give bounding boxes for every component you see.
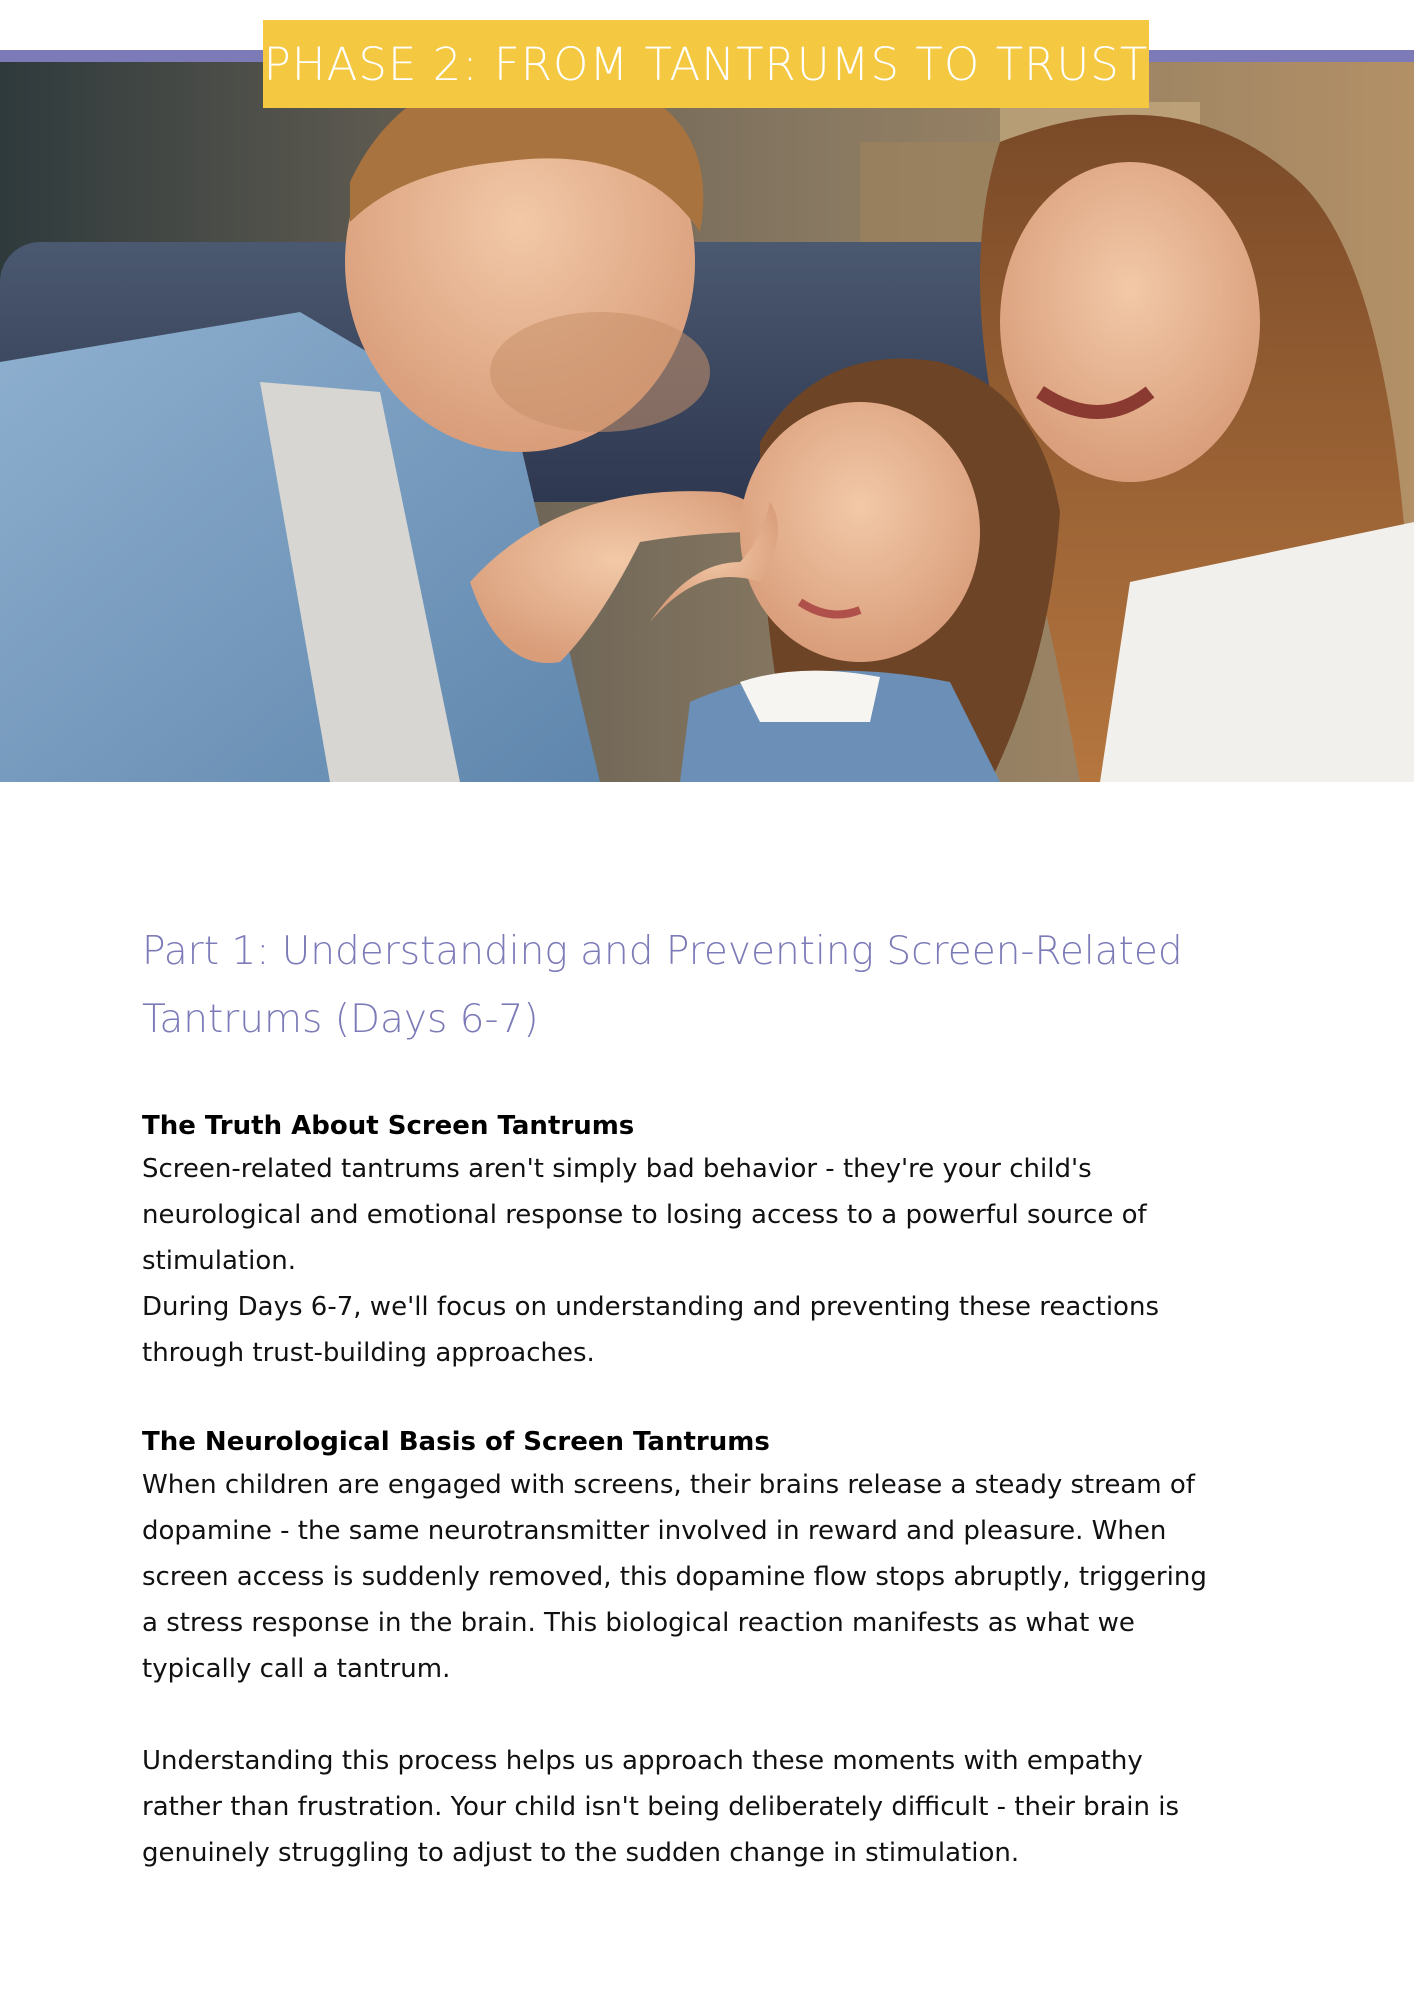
paragraph: When children are engaged with screens, their brains release a steady stream of dopamine - the same neurotransmitter involved in reward and pleasure. When screen access is suddenly removed, this dopamine flow stops abruptly, triggering a stress response in the brain. This biological reaction manifests as what we typically call a tantrum. (142, 1470, 1207, 1684)
section-heading-truth: The Truth About Screen Tantrums (142, 1111, 635, 1141)
section-heading-neurological: The Neurological Basis of Screen Tantrums (142, 1427, 770, 1457)
part-title: Part 1: Understanding and Preventing Screen-Related Tantrums (Days 6-7) (142, 929, 1183, 1042)
content (142, 918, 1222, 1876)
paragraph: During Days 6-7, we'll focus on understanding and preventing these reactions through trust-building approaches. (142, 1292, 1159, 1368)
hero-photo (0, 62, 1414, 782)
paragraph: Understanding this process helps us approach these moments with empathy rather than frustration. Your child isn't being deliberately difficult - their brain is genuinely struggling to adjust to the sudden change in stimulation. (142, 1746, 1180, 1868)
phase-banner: PHASE 2: FROM TANTRUMS TO TRUST (263, 20, 1149, 108)
paragraph: Screen-related tantrums aren't simply bad behavior - they're your child's neurological and emotional response to losing access to a powerful source of stimulation. (142, 1154, 1147, 1276)
